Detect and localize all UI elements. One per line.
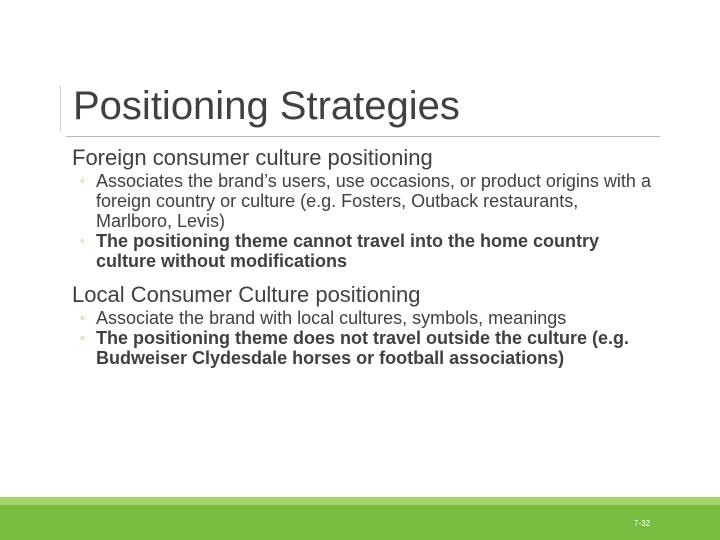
page-number: 7-32 — [634, 519, 651, 528]
footer-bar — [0, 505, 720, 540]
bullet-list — [72, 171, 652, 271]
title-divider — [66, 136, 660, 137]
bullet-circle-icon: ◦ — [80, 233, 85, 248]
bullet-item — [72, 171, 652, 231]
bullet-circle-icon: ◦ — [80, 330, 85, 345]
bullet-list — [72, 308, 652, 368]
bullet-item — [72, 308, 652, 328]
bullet-circle-icon: ◦ — [80, 310, 85, 325]
title-left-rule — [60, 86, 61, 132]
bullet-text: The positioning theme cannot travel into the home country culture without modifications — [96, 231, 600, 271]
bullet-text: Associates the brand’s users, use occasions, or product origins with a foreign country or culture (e.g. Fosters, Outback restaurants, Marlboro, Levis) — [96, 171, 651, 231]
slide-content — [72, 144, 652, 378]
section-heading: Foreign consumer culture positioning — [72, 145, 433, 170]
section-local-consumer-culture — [72, 281, 652, 368]
footer-accent-bar — [0, 497, 720, 505]
bullet-text: Associate the brand with local cultures, symbols, meanings — [96, 308, 567, 328]
bullet-item — [72, 231, 652, 271]
section-foreign-consumer-culture — [72, 144, 652, 271]
bullet-circle-icon: ◦ — [80, 173, 85, 188]
section-heading: Local Consumer Culture positioning — [72, 282, 421, 307]
slide-title: Positioning Strategies — [73, 84, 460, 128]
bullet-item — [72, 328, 652, 368]
bullet-text: The positioning theme does not travel outside the culture (e.g. Budweiser Clydesdale horses or football associations) — [96, 328, 630, 368]
